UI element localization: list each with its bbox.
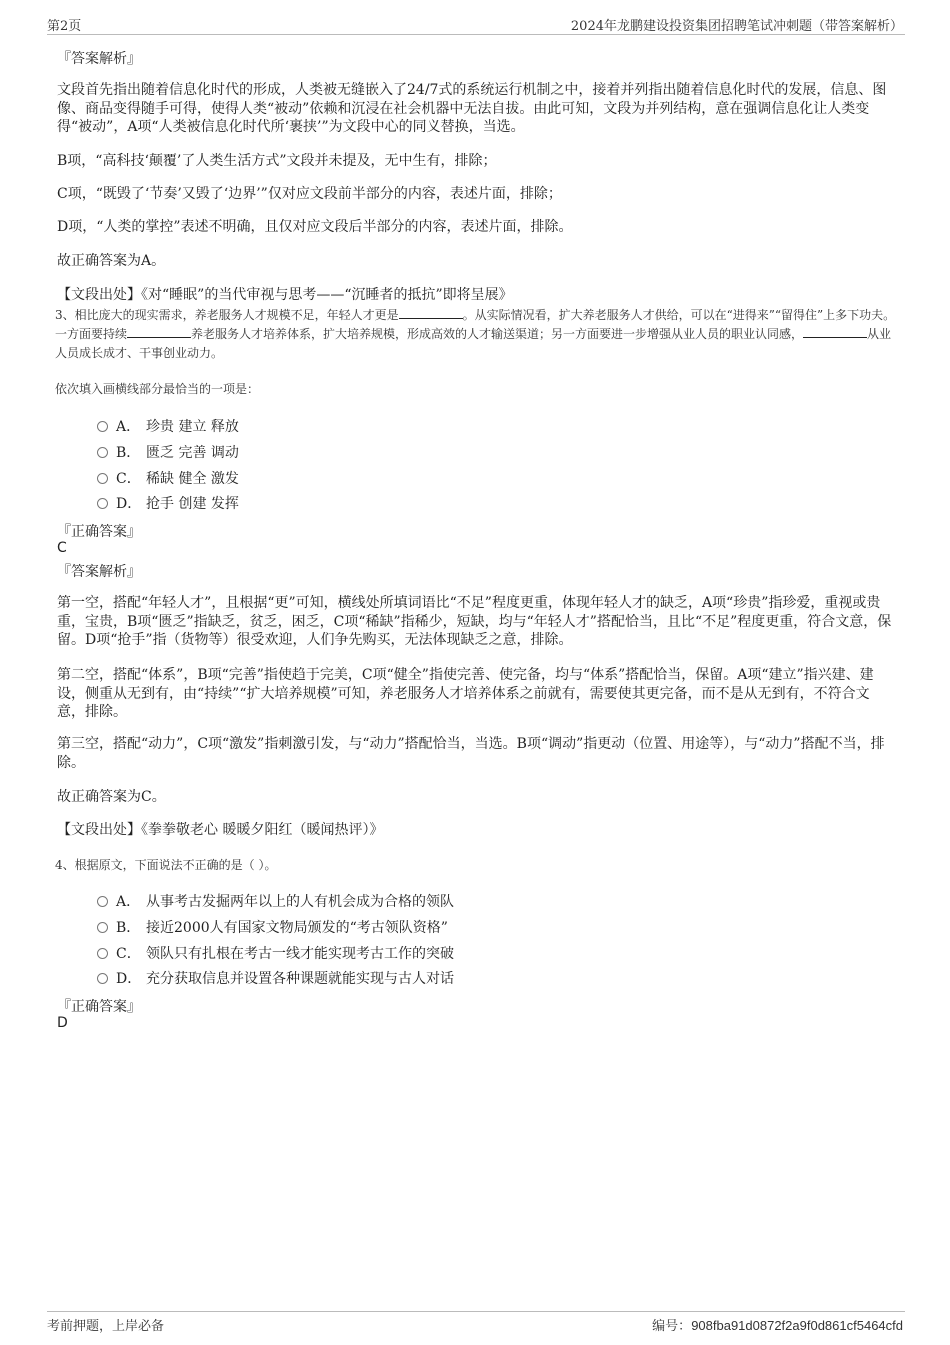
option-text: 领队只有扎根在考古一线才能实现考古工作的突破 bbox=[146, 946, 454, 962]
option-text: 接近2000人有国家文物局颁发的“考古领队资格” bbox=[146, 920, 448, 936]
option-text: 稀缺 健全 激发 bbox=[146, 471, 239, 487]
radio-icon[interactable] bbox=[97, 473, 108, 484]
document-id bbox=[652, 1315, 903, 1334]
option-text: 充分获取信息并设置各种课题就能实现与古人对话 bbox=[146, 971, 454, 987]
q2-conclusion: 故正确答案为A。 bbox=[57, 253, 166, 269]
q3-conclusion: 故正确答案为C。 bbox=[57, 789, 166, 805]
q2-analysis-paragraph: D项，“人类的掌控”表述不明确，且仅对应文段后半部分的内容，表述片面，排除。 bbox=[57, 219, 573, 235]
radio-icon[interactable] bbox=[97, 447, 108, 458]
option-text: 从事考古发掘两年以上的人有机会成为合格的领队 bbox=[146, 894, 454, 910]
option-text: 匮乏 完善 调动 bbox=[146, 445, 239, 461]
q2-analysis-paragraph: B项，“高科技‘颠覆’了人类生活方式”文段并未提及，无中生有，排除； bbox=[57, 153, 497, 169]
q3-option-a[interactable] bbox=[97, 416, 239, 436]
radio-icon[interactable] bbox=[97, 922, 108, 933]
fill-blank-1 bbox=[399, 306, 463, 319]
fill-blank-3 bbox=[803, 325, 867, 338]
q3-correct-label: 『正确答案』 bbox=[57, 524, 141, 540]
radio-icon[interactable] bbox=[97, 896, 108, 907]
document-id-label: 编号： bbox=[652, 1319, 692, 1334]
q3-analysis-paragraph: 第二空，搭配“体系”，B项“完善”指使趋于完美，C项“健全”指使完善、使完备，均与“体系”搭配恰当，保留。A项“建立”指兴建、建设，侧重从无到有，由“持续”“扩大培养规模”可知，养老服务人才培养体系之前就有，需要使其更完备，而不是从无到有，不符合文意，排除。 bbox=[57, 667, 874, 720]
q4-stem: 4、根据原文，下面说法不正确的是（ ）。 bbox=[55, 858, 277, 872]
radio-icon[interactable] bbox=[97, 948, 108, 959]
radio-icon[interactable] bbox=[97, 498, 108, 509]
q3-stem-text: 3、相比庞大的现实需求，养老服务人才规模不足，年轻人才更是 bbox=[55, 308, 399, 322]
option-key: B． bbox=[116, 445, 141, 461]
option-key: A． bbox=[116, 419, 141, 435]
q2-analysis-paragraph: C项，“既毁了‘节奏’又毁了‘边界’”仅对应文段前半部分的内容，表述片面，排除； bbox=[57, 186, 562, 202]
header-divider bbox=[47, 34, 905, 35]
q3-option-c[interactable] bbox=[97, 468, 239, 488]
q3-stem-text: 。从实际情况看，扩大养老服务人才供给，可以在“进得来”“留得住”上多下功夫。一方面要持续 bbox=[55, 308, 896, 341]
radio-icon[interactable] bbox=[97, 973, 108, 984]
q3-source: 【文段出处】《拳拳敬老心 暖暖夕阳红（暖闻热评）》 bbox=[57, 822, 384, 838]
q4-correct-answer: D bbox=[57, 1015, 68, 1031]
radio-icon[interactable] bbox=[97, 421, 108, 432]
q3-analysis-paragraph: 第三空，搭配“动力”，C项“激发”指刺激引发，与“动力”搭配恰当，当选。B项“调动”指更动（位置、用途等），与“动力”搭配不当，排除。 bbox=[57, 736, 885, 771]
q3-option-b[interactable] bbox=[97, 442, 239, 462]
footer-slogan: 考前押题，上岸必备 bbox=[47, 1319, 165, 1334]
option-key: B． bbox=[116, 920, 141, 936]
document-title: 2024年龙鹏建设投资集团招聘笔试冲刺题（带答案解析） bbox=[570, 19, 903, 34]
option-key: C． bbox=[116, 471, 141, 487]
q3-instruction: 依次填入画横线部分最恰当的一项是： bbox=[55, 382, 260, 396]
option-key: A． bbox=[116, 894, 141, 910]
q2-analysis-label: 『答案解析』 bbox=[57, 51, 141, 67]
option-key: C． bbox=[116, 946, 141, 962]
option-key: D． bbox=[116, 496, 142, 512]
q3-analysis-label: 『答案解析』 bbox=[57, 564, 141, 580]
q3-stem-text: 从业人员成长成才、干事创业动力。 bbox=[55, 327, 892, 360]
q3-option-d[interactable] bbox=[97, 493, 239, 513]
q3-stem bbox=[55, 306, 897, 363]
fill-blank-2 bbox=[127, 325, 191, 338]
footer-divider bbox=[47, 1311, 905, 1312]
q4-correct-label: 『正确答案』 bbox=[57, 999, 141, 1015]
q4-option-d[interactable] bbox=[97, 968, 454, 988]
page-number: 第2页 bbox=[47, 19, 82, 34]
q4-option-b[interactable] bbox=[97, 917, 448, 937]
q3-correct-answer: C bbox=[57, 540, 67, 556]
q3-analysis-paragraph: 第一空，搭配“年轻人才”，且根据“更”可知，横线处所填词语比“不足”程度更重，体现年轻人才的缺乏，A项“珍贵”指珍爱，重视或贵重，宝贵，B项“匮乏”指缺乏，贫乏，困乏，C项“稀缺”指稀少，短缺，均与“年轻人才”搭配恰当，且比“不足”程度更重，符合文意，保留。D项“抢手”指（货物等）很受欢迎，人们争先购买，无法体现缺乏之意，排除。 bbox=[57, 595, 892, 648]
option-text: 抢手 创建 发挥 bbox=[146, 496, 239, 512]
q4-option-c[interactable] bbox=[97, 943, 454, 963]
q2-source: 【文段出处】《对“睡眠”的当代审视与思考——“沉睡者的抵抗”即将呈展》 bbox=[57, 287, 513, 303]
q3-stem-text: 养老服务人才培养体系，扩大培养规模，形成高效的人才输送渠道；另一方面要进一步增强从业人员的职业认同感， bbox=[191, 327, 804, 341]
q4-option-a[interactable] bbox=[97, 891, 454, 911]
option-text: 珍贵 建立 释放 bbox=[146, 419, 239, 435]
document-id-code: 908fba91d0872f2a9f0d861cf5464cfd bbox=[691, 1318, 903, 1333]
q2-analysis-paragraph: 文段首先指出随着信息化时代的形成，人类被无缝嵌入了24/7式的系统运行机制之中，接着并列指出随着信息化时代的发展，信息、图像、商品变得随手可得，使得人类“被动”依赖和沉浸在社会机器中无法自拔。由此可知，文段为并列结构，意在强调信息化让人类变得“被动”，A项“人类被信息化时代所‘裹挟’”为文段中心的同义替换，当选。 bbox=[57, 82, 887, 135]
option-key: D． bbox=[116, 971, 142, 987]
